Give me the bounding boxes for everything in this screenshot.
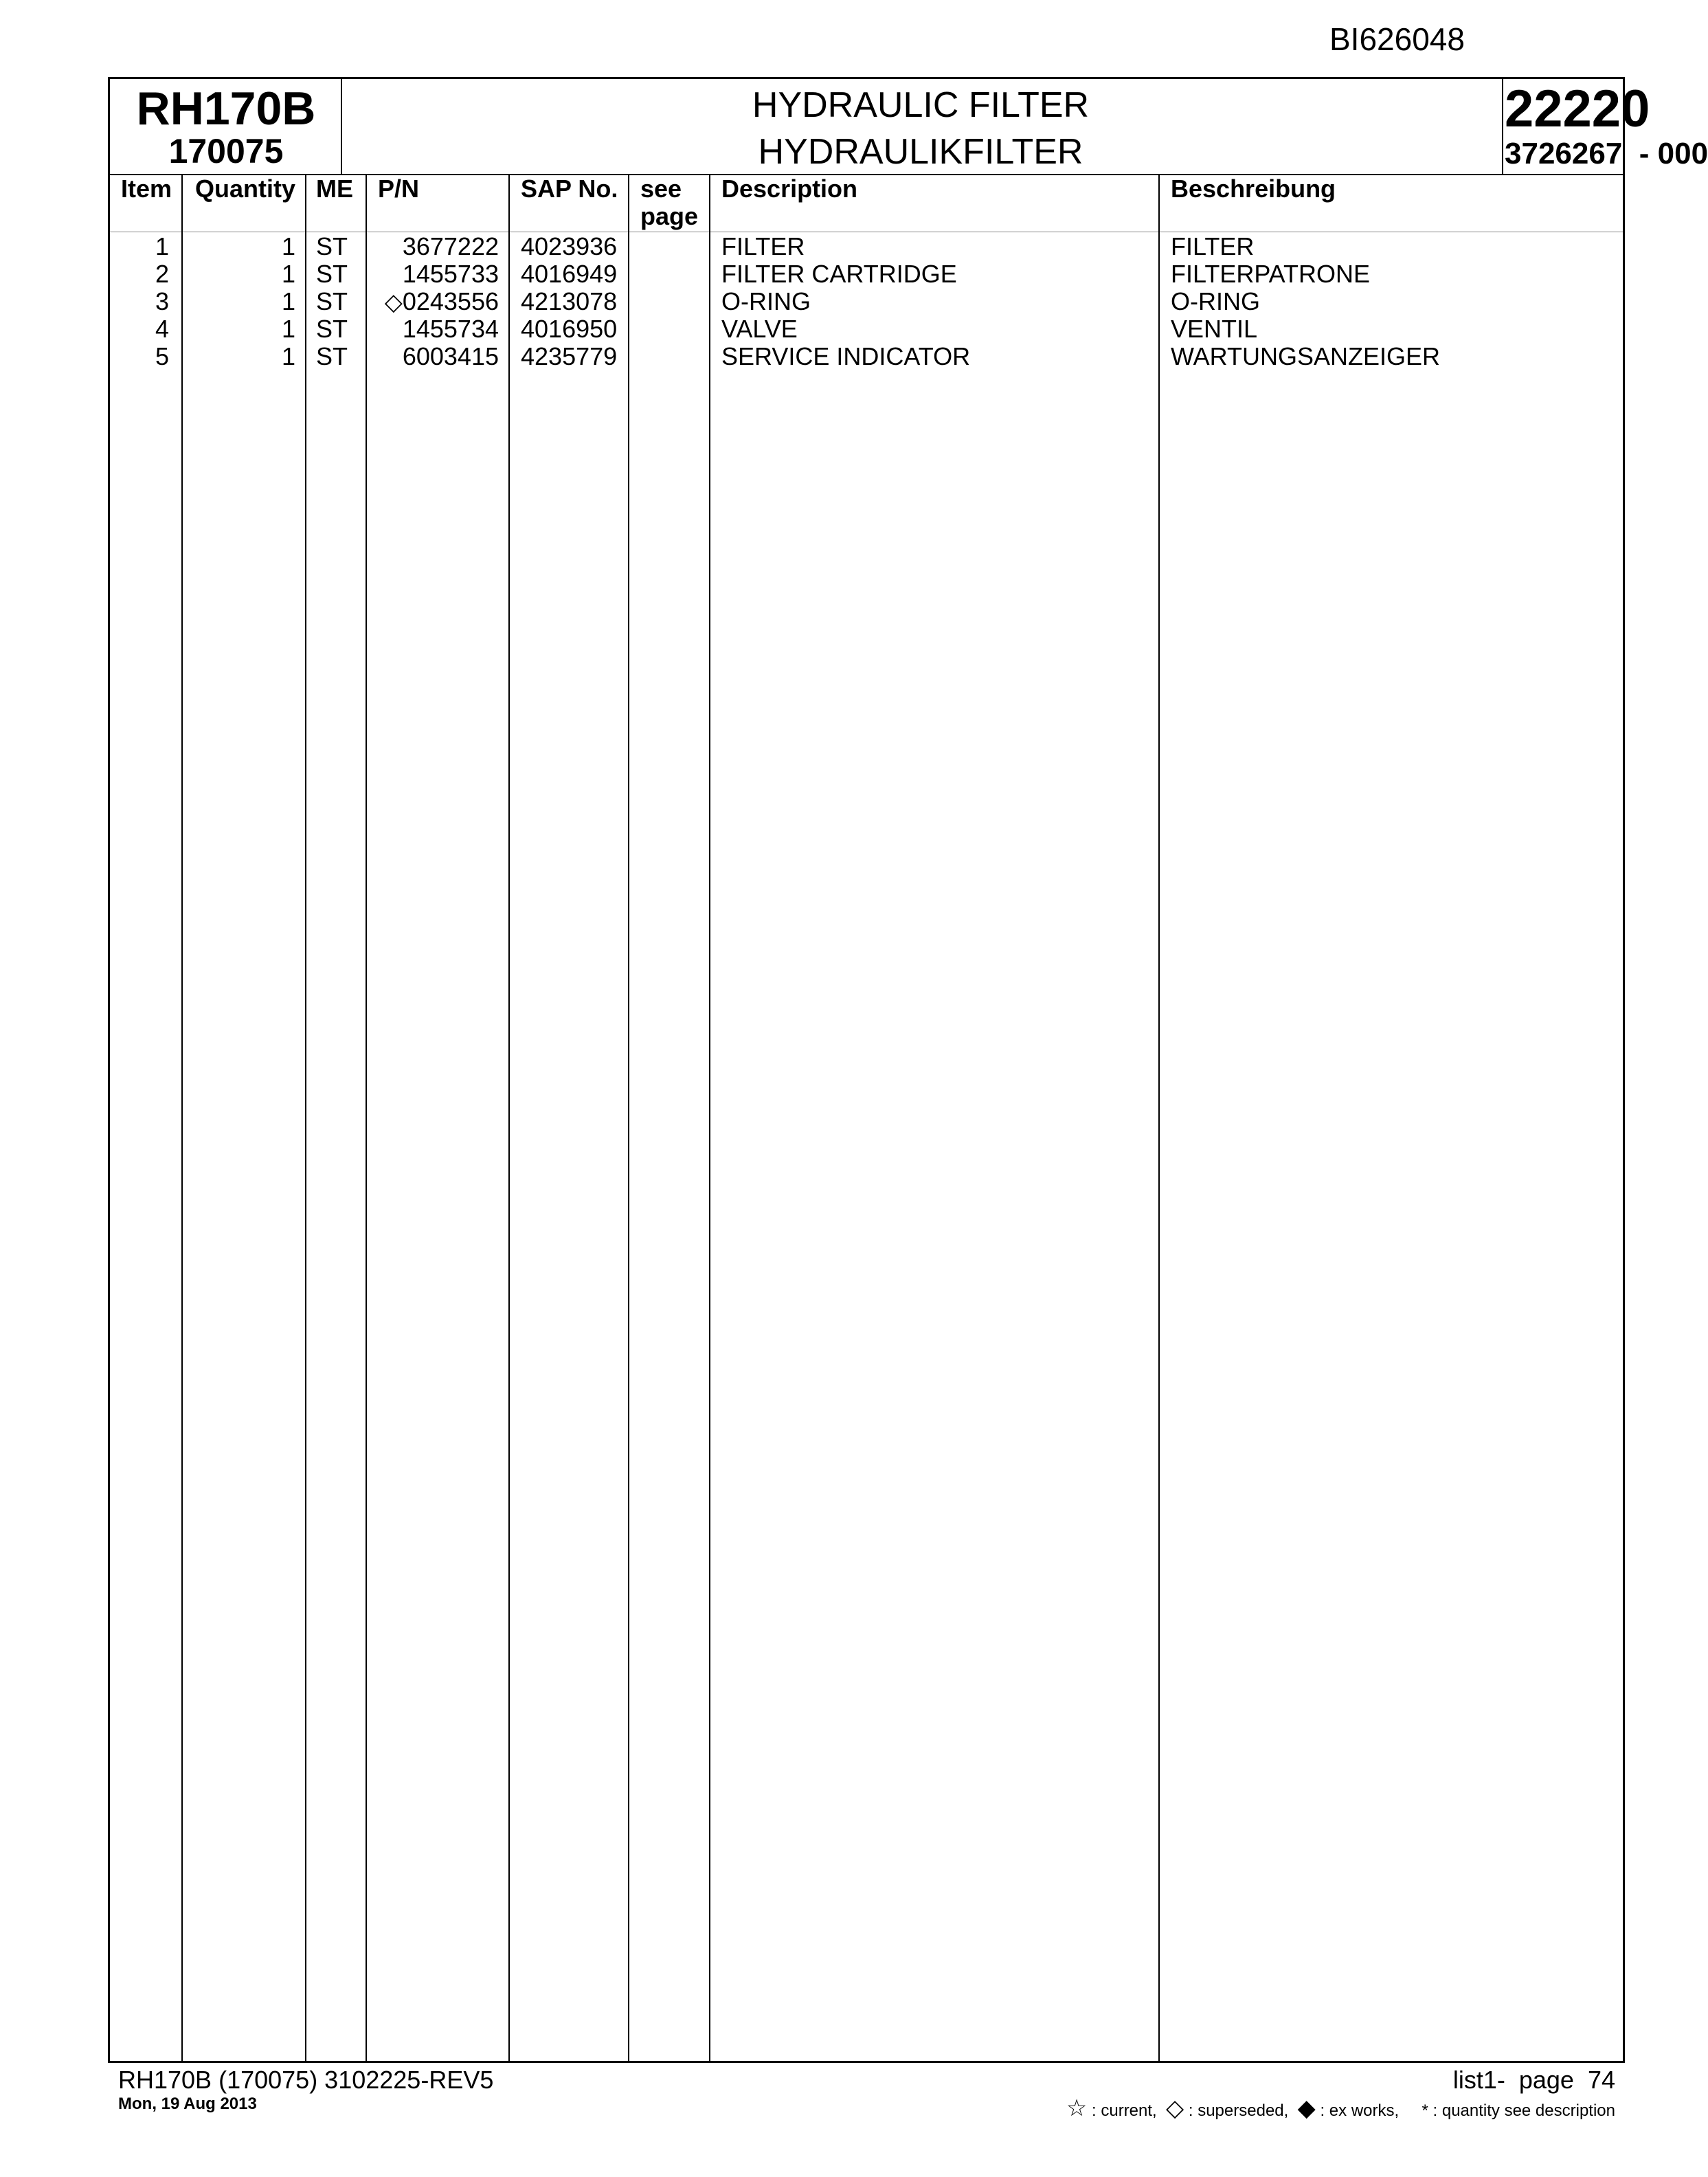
row-pn: 0243556 <box>402 287 499 315</box>
row-sap: 4213078 <box>521 287 618 315</box>
row-me: ST <box>316 287 348 315</box>
title-divider-right <box>1502 79 1503 174</box>
header-quantity: Quantity <box>195 175 296 203</box>
row-description: SERVICE INDICATOR <box>721 342 971 370</box>
star-icon: ☆ <box>1066 2095 1088 2121</box>
row-pn: 6003415 <box>402 342 499 370</box>
row-quantity: 1 <box>281 342 295 370</box>
row-quantity: 1 <box>281 232 295 260</box>
header-see-page-2: page <box>640 202 699 230</box>
superseded-icon: ◇ <box>384 289 403 315</box>
header-sap: SAP No. <box>521 175 618 203</box>
document-number: 3726267 - 000 <box>1505 137 1708 170</box>
column-line <box>1158 174 1160 2061</box>
header-see-page-1: see <box>640 175 682 203</box>
row-beschreibung: FILTERPATRONE <box>1171 260 1371 288</box>
title-divider-left <box>341 79 342 174</box>
row-description: FILTER <box>721 232 805 260</box>
header-beschreibung: Beschreibung <box>1171 175 1336 203</box>
row-item: 1 <box>155 232 169 260</box>
serial-number: 170075 <box>168 132 284 170</box>
row-pn-cell <box>366 288 499 316</box>
row-beschreibung: WARTUNGSANZEIGER <box>1171 342 1441 370</box>
document-id: BI626048 <box>1329 21 1465 57</box>
row-sap: 4016949 <box>521 260 618 288</box>
row-description: O-RING <box>721 287 811 315</box>
group-number: 22220 <box>1505 80 1650 138</box>
row-pn: 1455734 <box>402 315 499 343</box>
footer-page-number: list1- page 74 <box>1452 2066 1615 2094</box>
column-line <box>709 174 710 2061</box>
title-german: HYDRAULIKFILTER <box>758 132 1083 172</box>
diamond-outline-icon: ◇ <box>1166 2095 1184 2121</box>
column-line <box>181 174 183 2061</box>
header-description: Description <box>721 175 858 203</box>
row-me: ST <box>316 342 348 370</box>
row-sap: 4023936 <box>521 232 618 260</box>
row-sap: 4016950 <box>521 315 618 343</box>
legend-ex-works: : ex works, <box>1315 2101 1422 2120</box>
footer-reference: RH170B (170075) 3102225-REV5 <box>118 2066 494 2094</box>
row-beschreibung: O-RING <box>1171 287 1260 315</box>
footer-date: Mon, 19 Aug 2013 <box>118 2095 257 2113</box>
row-quantity: 1 <box>281 315 295 343</box>
row-quantity: 1 <box>281 287 295 315</box>
row-item: 3 <box>155 287 169 315</box>
column-line <box>508 174 510 2061</box>
row-description: FILTER CARTRIDGE <box>721 260 957 288</box>
row-quantity: 1 <box>281 260 295 288</box>
title-english: HYDRAULIC FILTER <box>752 85 1090 125</box>
header-item: Item <box>121 175 172 203</box>
row-description: VALVE <box>721 315 798 343</box>
row-item: 5 <box>155 342 169 370</box>
row-pn: 1455733 <box>402 260 499 288</box>
row-me: ST <box>316 315 348 343</box>
column-line <box>305 174 306 2061</box>
row-sap: 4235779 <box>521 342 618 370</box>
symbol-legend <box>1066 2095 1615 2122</box>
legend-quantity-note: * : quantity see description <box>1422 2101 1615 2120</box>
row-item: 4 <box>155 315 169 343</box>
row-item: 2 <box>155 260 169 288</box>
model-name: RH170B <box>136 82 316 135</box>
column-line <box>628 174 629 2061</box>
column-line <box>366 174 367 2061</box>
header-me: ME <box>316 175 353 203</box>
header-pn: P/N <box>378 175 420 203</box>
row-me: ST <box>316 260 348 288</box>
row-beschreibung: FILTER <box>1171 232 1255 260</box>
row-pn: 3677222 <box>402 232 499 260</box>
parts-list-frame <box>108 77 1708 2063</box>
row-me: ST <box>316 232 348 260</box>
legend-current: : current, <box>1087 2101 1167 2120</box>
row-beschreibung: VENTIL <box>1171 315 1258 343</box>
legend-superseded: : superseded, <box>1184 2101 1298 2120</box>
diamond-filled-icon: ◆ <box>1297 2095 1316 2121</box>
